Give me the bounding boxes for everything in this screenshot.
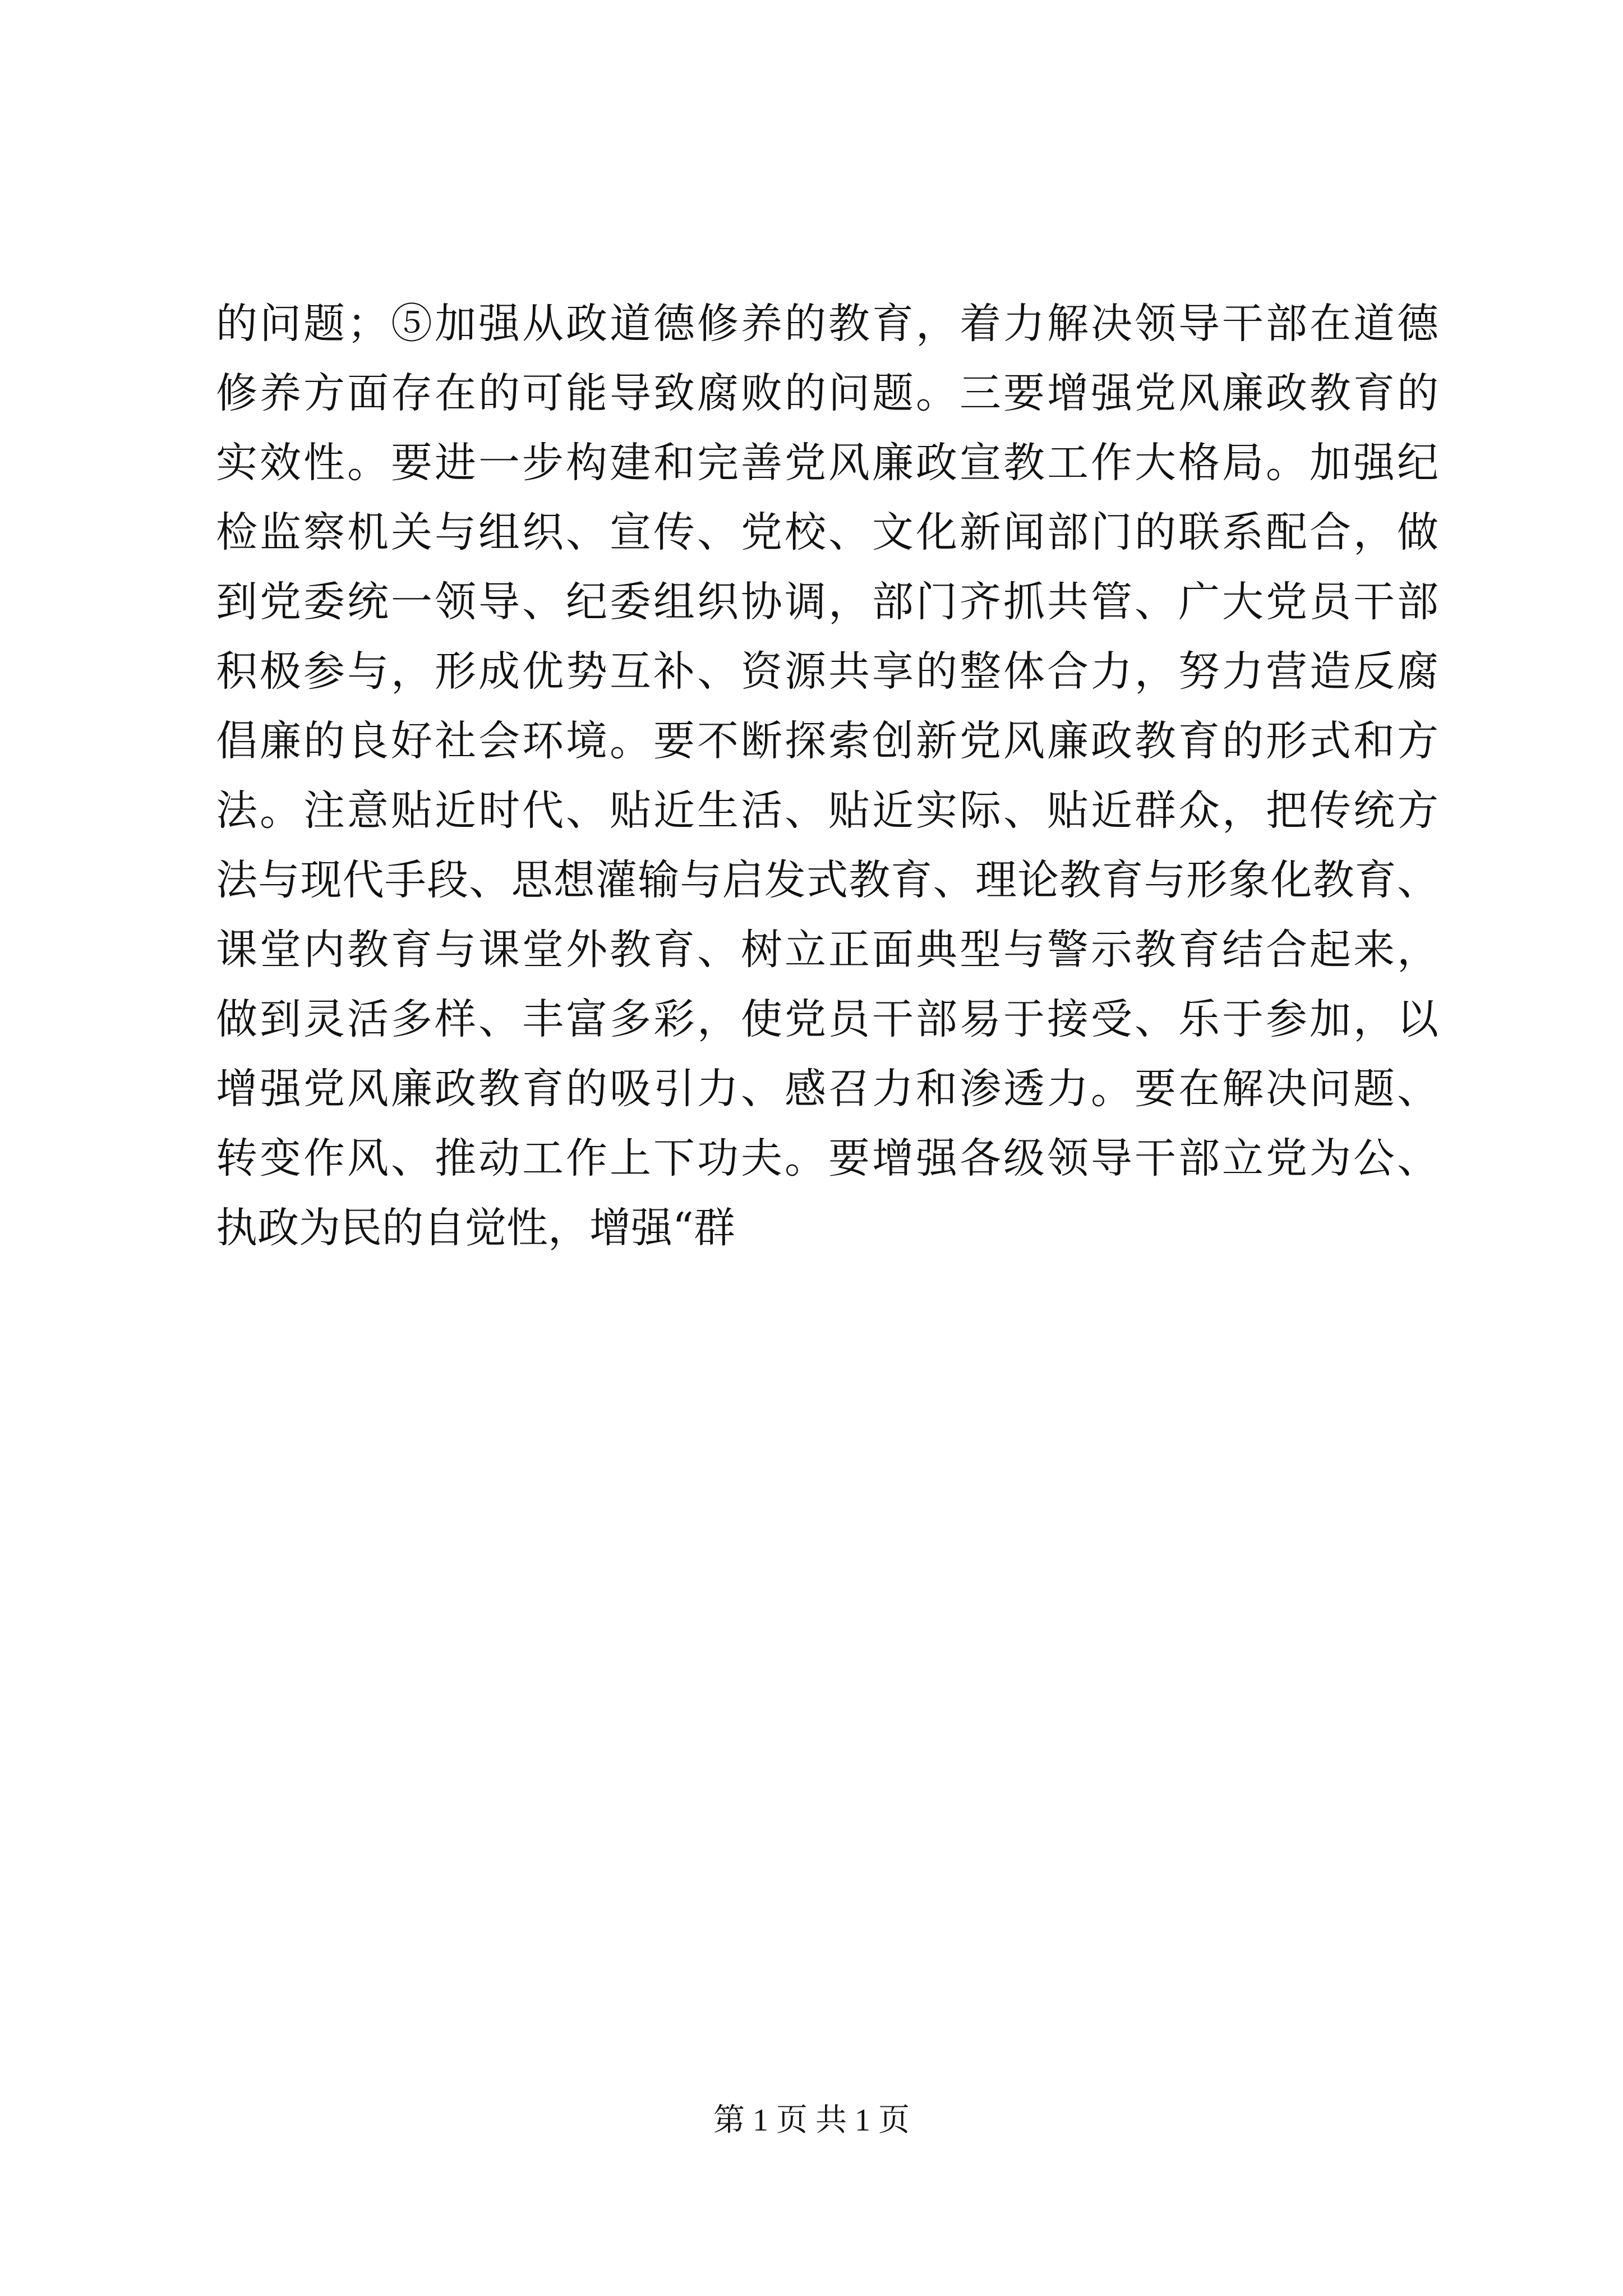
text-line: 检监察机关与组织、宣传、党校、文化新闻部门的联系配合，做: [216, 508, 1438, 556]
text-line: 到党委统一领导、纪委组织协调，部门齐抓共管、广大党员干部: [216, 578, 1438, 626]
text-line: 法与现代手段、思想灌输与启发式教育、理论教育与形象化教育、: [216, 856, 1438, 904]
text-line: 倡廉的良好社会环境。要不断探索创新党风廉政教育的形式和方: [216, 717, 1438, 765]
text-line: 增强党风廉政教育的吸引力、感召力和渗透力。要在解决问题、: [216, 1065, 1438, 1113]
text-line: 课堂内教育与课堂外教育、树立正面典型与警示教育结合起来，: [216, 926, 1438, 974]
text-line: 的问题；⑤加强从政道德修养的教育，着力解决领导干部在道德: [216, 300, 1438, 348]
text-line: 修养方面存在的可能导致腐败的问题。三要增强党风廉政教育的: [216, 369, 1438, 417]
page-footer: [0, 2098, 1623, 2143]
text-line: 转变作风、推动工作上下功夫。要增强各级领导干部立党为公、: [216, 1134, 1438, 1182]
text-line: 执政为民的自觉性，增强“群: [216, 1204, 735, 1252]
text-line: 法。注意贴近时代、贴近生活、贴近实际、贴近群众，把传统方: [216, 786, 1438, 835]
text-line: 实效性。要进一步构建和完善党风廉政宣教工作大格局。加强纪: [216, 439, 1438, 487]
text-line: 积极参与，形成优势互补、资源共享的整体合力，努力营造反腐: [216, 647, 1438, 696]
body-paragraph: [216, 289, 1438, 1263]
text-line: 做到灵活多样、丰富多彩，使党员干部易于接受、乐于参加，以: [216, 995, 1438, 1043]
page-number-label: 第 1 页 共 1 页: [713, 2103, 910, 2138]
